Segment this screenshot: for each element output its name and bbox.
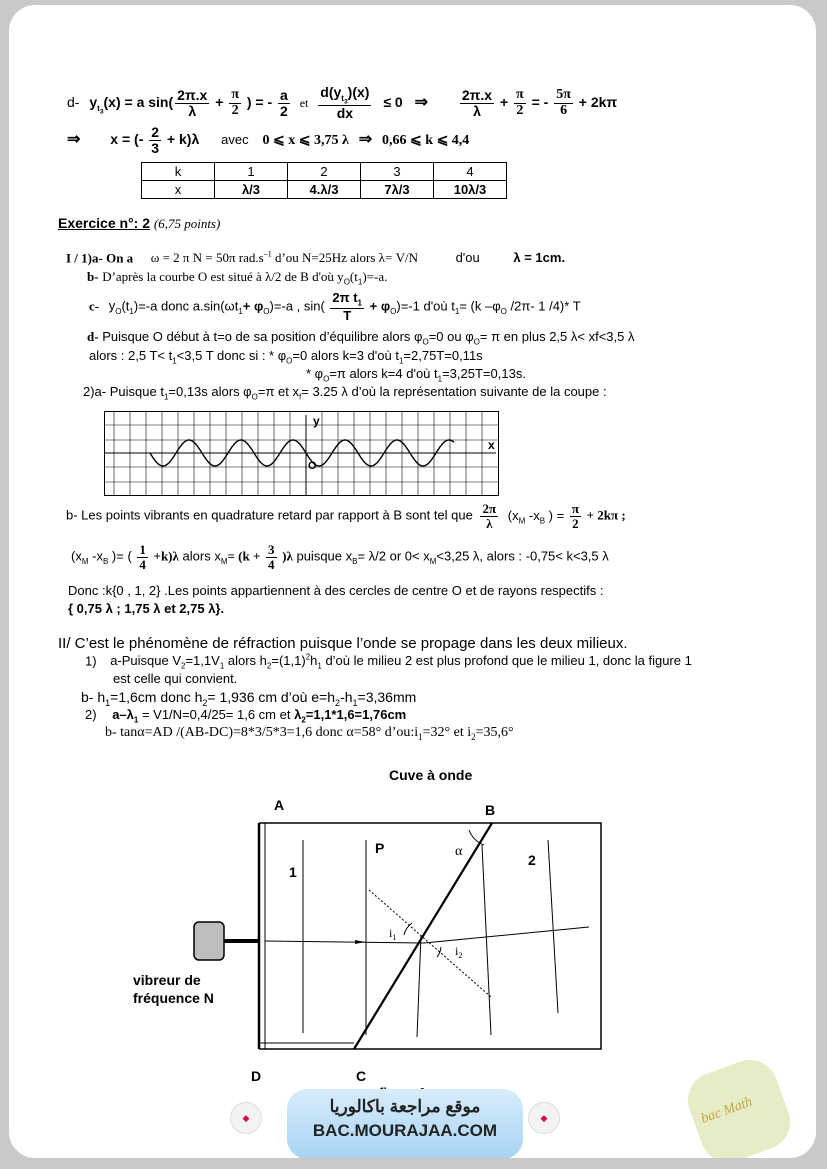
table-cell: 7λ/3 bbox=[361, 181, 434, 199]
frac-2pix-lambda: $\frac{2\pi.x}{\lambda}$ bbox=[177, 86, 208, 119]
part1-a-label: I / 1)a- On a bbox=[66, 250, 134, 266]
frac-pi-2: $\frac{\pi}{2}$ bbox=[231, 86, 239, 118]
part1-a-dou: d'ou bbox=[455, 250, 480, 266]
part1-b: b- D’après la courbe O est situé à λ/2 de B d'où $y_O(t_1)=-a$. bbox=[87, 269, 388, 287]
plus-k-lambda: + k)λ bbox=[166, 130, 200, 147]
equation-line-d bbox=[67, 85, 617, 121]
avec-word: avec bbox=[221, 131, 249, 147]
part1-d-line2: alors : 2,5 $T< t_1<3,5$ T donc si : * $\varphi_O=0$ alors k=3 d'où $t_1=2,75T=0,11s$ bbox=[89, 348, 483, 366]
incident-ray bbox=[265, 941, 424, 943]
part-b-line2: ($x_M$ $-x_B$ )= ( $\frac{1}{4}$ +k)λ alors $x_M= (k$ + $\frac{3}{4}$ )λ puisque $x_B= \lambda/2$ or $0< x_M<3,25$ λ, alors : -0,75< k<3,5 λ bbox=[71, 542, 609, 572]
part-b-line3: Donc :k{0 , 1, 2} .Les points appartiennent à des cercles de centre O et de rayons respectifs : bbox=[68, 583, 604, 598]
part2-b: b- $h_1=1,6cm$ donc $h_2= 1,936$ cm d’où $e=h_2-h_1=3,36mm$ bbox=[81, 689, 417, 708]
part2-item2: 2) $a-\lambda_1 = V1/N=0,4/25= 1,6$ cm et $\lambda_2=1,1*1,6=1,76cm$ bbox=[85, 707, 407, 725]
wavefront-3 bbox=[482, 845, 491, 1035]
part-b-line1: b- Les points vibrants en quadrature retard par rapport à B sont tel que $\frac{2\pi}{\lambda}$ ($x_M$ $-x_B$ ) = $\frac{\pi}{2}$ + 2kπ ; bbox=[66, 501, 626, 531]
vibrator-box bbox=[194, 922, 224, 960]
badge-text: bac Math bbox=[699, 1094, 755, 1127]
table-cell: 2 bbox=[288, 163, 361, 181]
table-row-k bbox=[142, 163, 507, 181]
part2-item1: 1) a-Puisque $V_2=1,1V_1$ alors $h_2=(1,1)^2h_1$ d’où le milieu 2 est plus profond que le milieu 1, donc la figure 1 bbox=[85, 653, 692, 671]
eq-minus: ) = - bbox=[246, 93, 273, 110]
plus-sign-2: + bbox=[499, 93, 509, 110]
label-medium-1: 1 bbox=[289, 864, 297, 880]
label-P: P bbox=[375, 840, 385, 856]
eq-y: $y_{t_3}$ bbox=[89, 93, 104, 116]
frac-a-2: $\frac{a}{2}$ bbox=[280, 86, 288, 119]
table-cell: 10λ/3 bbox=[434, 181, 507, 199]
right-logo-icon: ◆ bbox=[528, 1102, 560, 1134]
label-C: C bbox=[356, 1068, 367, 1084]
part1-d-line3: * $\varphi_O=\pi$ alors k=4 d'où $t_1=3,25T=0,13s$. bbox=[306, 366, 526, 384]
normal-line bbox=[369, 890, 491, 997]
angle-alpha-arc bbox=[469, 830, 484, 845]
eq-minus-2: = - bbox=[531, 93, 549, 110]
part1-2a: 2)a- Puisque $t_1=0,13s$ alors $\varphi_O=\pi$ et $x_f= 3.25$ λ d’où la représentation suivante de la coupe : bbox=[83, 384, 607, 402]
label-D: D bbox=[251, 1068, 262, 1084]
exercice-points: (6,75 points) bbox=[153, 216, 221, 231]
label-i1: $i_1$ bbox=[389, 926, 397, 942]
table-cell: k bbox=[142, 163, 215, 181]
frac-2pi-t1-T: $\frac{2\pi t_1}{T}$ bbox=[332, 290, 362, 323]
table-cell: λ/3 bbox=[215, 181, 288, 199]
origin-label: O bbox=[308, 460, 317, 472]
exercice-title: Exercice n°: 2 bbox=[58, 215, 150, 231]
frac-pi-2-b: $\frac{\pi}{2}$ bbox=[516, 86, 524, 118]
part2-item1-line2: est celle qui convient. bbox=[113, 671, 238, 686]
table-row-x bbox=[142, 181, 507, 199]
frac-pi-2-c: $\frac{\pi}{2}$ bbox=[571, 501, 579, 531]
site-banner[interactable] bbox=[287, 1089, 523, 1158]
frac-3-4: $\frac{3}{4}$ bbox=[268, 542, 275, 572]
plus-sign: + bbox=[215, 93, 224, 110]
frac-2-3: $\frac{2}{3}$ bbox=[151, 124, 160, 156]
vibreur-label-line1: vibreur de bbox=[133, 972, 201, 988]
banner-site-text[interactable]: BAC.MOURAJAA.COM bbox=[312, 1121, 498, 1140]
ripple-tank-figure bbox=[179, 785, 649, 1095]
frac-5pi-6: $\frac{5\pi}{6}$ bbox=[556, 86, 571, 118]
figure-title: Cuve à onde bbox=[389, 767, 473, 783]
implies-arrow-2: ⇒ bbox=[358, 130, 373, 148]
tank-outline bbox=[259, 823, 601, 1049]
label-B: B bbox=[485, 802, 496, 818]
table-cell: x bbox=[142, 181, 215, 199]
leq-zero: ≤ 0 bbox=[383, 93, 403, 110]
label-i2: $i_2$ bbox=[455, 944, 463, 960]
frac-2pi-lambda: $\frac{2\pi}{\lambda}$ bbox=[482, 501, 497, 531]
k-values-table bbox=[141, 162, 507, 199]
part1-d: d- Puisque O début à t=o de sa position d’équilibre alors $\varphi_O=0$ ou $\varphi_O= \pi$ en plus 2,5 λ< xf<3,5 λ bbox=[87, 329, 635, 347]
frac-derivative: $\frac{d(y_{t_3})(x)}{dx}$ bbox=[320, 84, 370, 122]
part2-item2-b: b- tanα=AD /(AB-DC)=8*3/5*3=1,6 donc α=58° $d’ou:i_1=32^\circ$ et $i_2=35,6^\circ$ bbox=[105, 725, 514, 742]
part2-title: II/ C’est le phénomène de réfraction puisque l’onde se propage dans les deux milieux. bbox=[58, 635, 628, 652]
document-page bbox=[9, 5, 816, 1158]
implies-arrow: ⇒ bbox=[67, 130, 81, 148]
refracted-ray bbox=[424, 927, 589, 943]
banner-arabic-text: موقع مراجعة باكالوريا bbox=[329, 1097, 481, 1116]
interface-line bbox=[354, 823, 492, 1049]
part1-a bbox=[66, 250, 565, 266]
left-logo-icon: ◆ bbox=[230, 1102, 262, 1134]
frac-1-4: $\frac{1}{4}$ bbox=[139, 542, 146, 572]
table-cell: 4 bbox=[434, 163, 507, 181]
et-word: et bbox=[299, 95, 309, 110]
wavefront-5 bbox=[417, 935, 421, 1037]
wave-cross-section-plot bbox=[104, 411, 499, 496]
incident-arrow bbox=[355, 940, 365, 944]
equation-line-x bbox=[67, 125, 469, 155]
exercice-heading bbox=[58, 215, 220, 232]
part1-c: c- $y_O(t_1)=-a$ donc $a.\sin(\omega t_1+ \varphi_O)=-a$ , sin( $\frac{2\pi t_1}{T}$ + $\varphi_O)=-1$ d'où $t_1= (k$ $-\varphi_O$ /2π- 1 /4)* T bbox=[89, 290, 581, 323]
table-cell: 4.λ/3 bbox=[288, 181, 361, 199]
frac-2pix-lambda-2: $\frac{2\pi.x}{\lambda}$ bbox=[461, 86, 493, 119]
part-b-line4: { 0,75 λ ; 1,75 λ et 2,75 λ}. bbox=[68, 601, 225, 616]
plus-2kpi: + 2kπ bbox=[578, 93, 618, 110]
label-A: A bbox=[274, 797, 285, 813]
y-axis-label: y bbox=[313, 414, 320, 428]
k-range: 0,66 ⩽ k ⩽ 4,4 bbox=[382, 132, 470, 148]
x-equals: x = (- bbox=[110, 130, 144, 147]
table-cell: 1 bbox=[215, 163, 288, 181]
label-alpha: α bbox=[455, 844, 463, 859]
x-axis-label: x bbox=[488, 438, 495, 452]
bac-math-badge bbox=[680, 1052, 798, 1158]
label-medium-2: 2 bbox=[528, 852, 536, 868]
part1-a-result: λ = 1cm. bbox=[513, 250, 566, 266]
table-cell: 3 bbox=[361, 163, 434, 181]
vibreur-label-line2: fréquence N bbox=[133, 990, 214, 1006]
eq-sin: (x) = a sin( bbox=[103, 93, 174, 110]
x-range: 0 ⩽ x ⩽ 3,75 λ bbox=[262, 132, 349, 148]
implies-arrow: ⇒ bbox=[414, 93, 428, 111]
label-d: d- bbox=[67, 93, 80, 110]
part1-a-formula: ω = 2 π N = 50π $rad.s^{-1}$ d’ou N=25Hz alors λ= V/N bbox=[150, 250, 418, 266]
wavefront-4 bbox=[548, 840, 558, 1013]
